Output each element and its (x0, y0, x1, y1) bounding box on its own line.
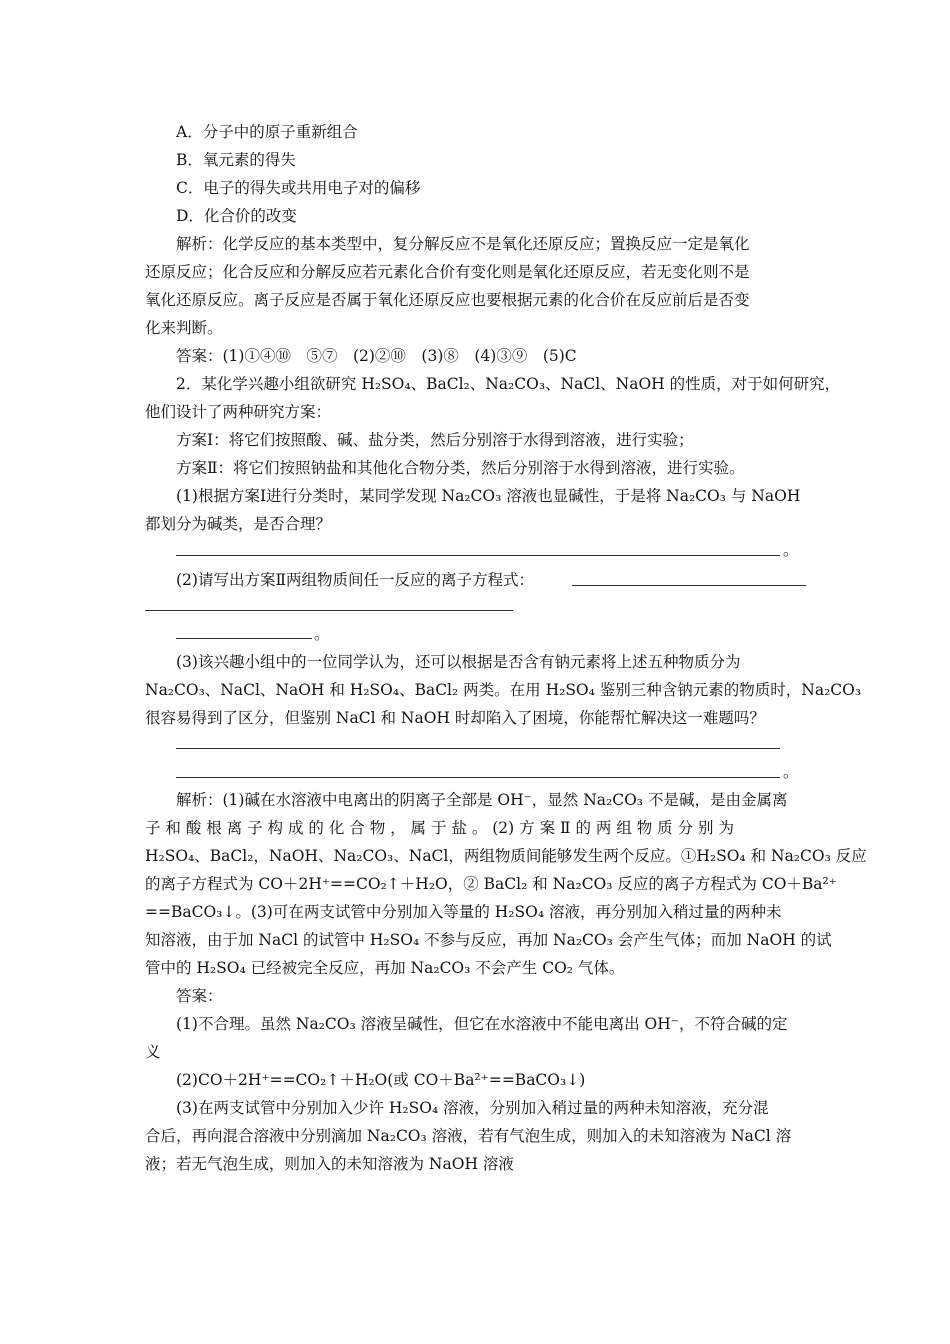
answer-blank-2c[interactable] (176, 638, 312, 639)
answer2-a3-line3: 液；若无气泡生成，则加入的未知溶液为 NaOH 溶液 (145, 1155, 514, 1173)
blank-period: 。 (314, 625, 330, 643)
option-a: A．分子中的原子重新组合 (176, 123, 358, 141)
analysis2-line: 子 和 酸 根 离 子 构 成 的 化 合 物 ， 属 于 盐 。 (2) 方 案 Ⅱ 的 两 组 物 质 分 别 为 (145, 819, 734, 837)
q2-sub3-line1: (3)该兴趣小组中的一位同学认为，还可以根据是否含有钠元素将上述五种物质分为 (176, 653, 741, 671)
analysis2-line: 管中的 H₂SO₄ 已经被完全反应，再加 Na₂CO₃ 不会产生 CO₂ 气体。 (145, 959, 625, 977)
answer-blank-3b[interactable] (176, 777, 780, 778)
analysis2-line: 解析：(1)碱在水溶液中电离出的阴离子全部是 OH⁻，显然 Na₂CO₃ 不是碱，是由金属离 (176, 791, 788, 809)
q2-stem-b: 的性质，对于如何研究， (669, 375, 841, 393)
q2-sub1-line1: (1)根据方案Ⅰ进行分类时，某同学发现 Na₂CO₃ 溶液也显碱性，于是将 Na₂CO₃ 与 NaOH (176, 487, 801, 505)
q2-plan1: 方案Ⅰ：将它们按照酸、碱、盐分类，然后分别溶于水得到溶液，进行实验； (176, 431, 694, 449)
option-d: D．化合价的改变 (176, 207, 297, 225)
analysis1-line: 氧化还原反应。离子反应是否属于氧化还原反应也要根据元素的化合价在反应前后是否变 (145, 291, 750, 309)
answer2-a3-line1: (3)在两支试管中分别加入少许 H₂SO₄ 溶液，分别加入稍过量的两种未知溶液，充分混 (176, 1099, 769, 1117)
analysis2-line: 的离子方程式为 CO＋2H⁺==CO₂↑＋H₂O，② BaCl₂ 和 Na₂CO₃ 反应的离子方程式为 CO＋Ba²⁺ (145, 875, 837, 893)
option-b: B．氧元素的得失 (176, 151, 296, 169)
q2-sub1-line2: 都划分为碱类，是否合理？ (145, 515, 332, 533)
analysis1-line: 解析：化学反应的基本类型中，复分解反应不是氧化还原反应；置换反应一定是氧化 (176, 235, 750, 253)
answer2-a3-line2: 合后，再向混合溶液中分别滴加 Na₂CO₃ 溶液，若有气泡生成，则加入的未知溶液为 NaCl 溶 (145, 1127, 792, 1145)
q2-compounds: H₂SO₄、BaCl₂、Na₂CO₃、NaCl、NaOH (361, 375, 665, 393)
answer-blank-3a[interactable] (176, 748, 780, 749)
q2-plan2: 方案Ⅱ：将它们按照钠盐和其他化合物分类，然后分别溶于水得到溶液，进行实验。 (176, 459, 745, 477)
answer-blank-2b[interactable] (145, 610, 513, 611)
q2-stem-a: 2．某化学兴趣小组欲研究 (176, 375, 357, 393)
answer1: 答案：(1)①④⑩ ⑤⑦ (2)②⑩ (3)⑧ (4)③⑨ (5)C (176, 347, 577, 365)
q2-stem (176, 374, 840, 394)
blank-period: 。 (783, 541, 799, 559)
analysis2-line: H₂SO₄、BaCl₂，NaOH、Na₂CO₃、NaCl，两组物质间能够发生两个反应。①H₂SO₄ 和 Na₂CO₃ 反应 (145, 847, 867, 865)
answer2-a1-line1: (1)不合理。虽然 Na₂CO₃ 溶液呈碱性，但它在水溶液中不能电离出 OH⁻，不符合碱的定 (176, 1015, 788, 1033)
q2-sub3-line2: Na₂CO₃、NaCl、NaOH 和 H₂SO₄、BaCl₂ 两类。在用 H₂SO₄ 鉴别三种含钠元素的物质时，Na₂CO₃ (145, 681, 862, 699)
q2-sub2: (2)请写出方案Ⅱ两组物质间任一反应的离子方程式： (176, 571, 534, 589)
q2-stem-line2: 他们设计了两种研究方案： (145, 403, 332, 421)
answer2-a2: (2)CO＋2H⁺==CO₂↑＋H₂O(或 CO＋Ba²⁺==BaCO₃↓) (176, 1071, 586, 1089)
analysis2-line: 知溶液，由于加 NaCl 的试管中 H₂SO₄ 不参与反应，再加 Na₂CO₃ 会产生气体；而加 NaOH 的试 (145, 931, 832, 949)
analysis1-line: 化来判断。 (145, 319, 223, 337)
answer-blank-1[interactable] (176, 555, 780, 556)
q2-sub3-line3: 很容易得到了区分，但鉴别 NaCl 和 NaOH 时却陷入了困境，你能帮忙解决这一难题吗？ (145, 709, 765, 727)
option-c: C．电子的得失或共用电子对的偏移 (176, 179, 421, 197)
analysis1-line: 还原反应；化合反应和分解反应若元素化合价有变化则是氧化还原反应，若无变化则不是 (145, 263, 750, 281)
analysis2-line: ==BaCO₃↓。(3)可在两支试管中分别加入等量的 H₂SO₄ 溶液，再分别加入稍过量的两种未 (145, 903, 782, 921)
answer2-label: 答案： (176, 987, 223, 1005)
answer-blank-2a[interactable] (572, 585, 806, 586)
blank-period: 。 (783, 763, 799, 781)
answer2-a1-line2: 义 (145, 1043, 161, 1061)
